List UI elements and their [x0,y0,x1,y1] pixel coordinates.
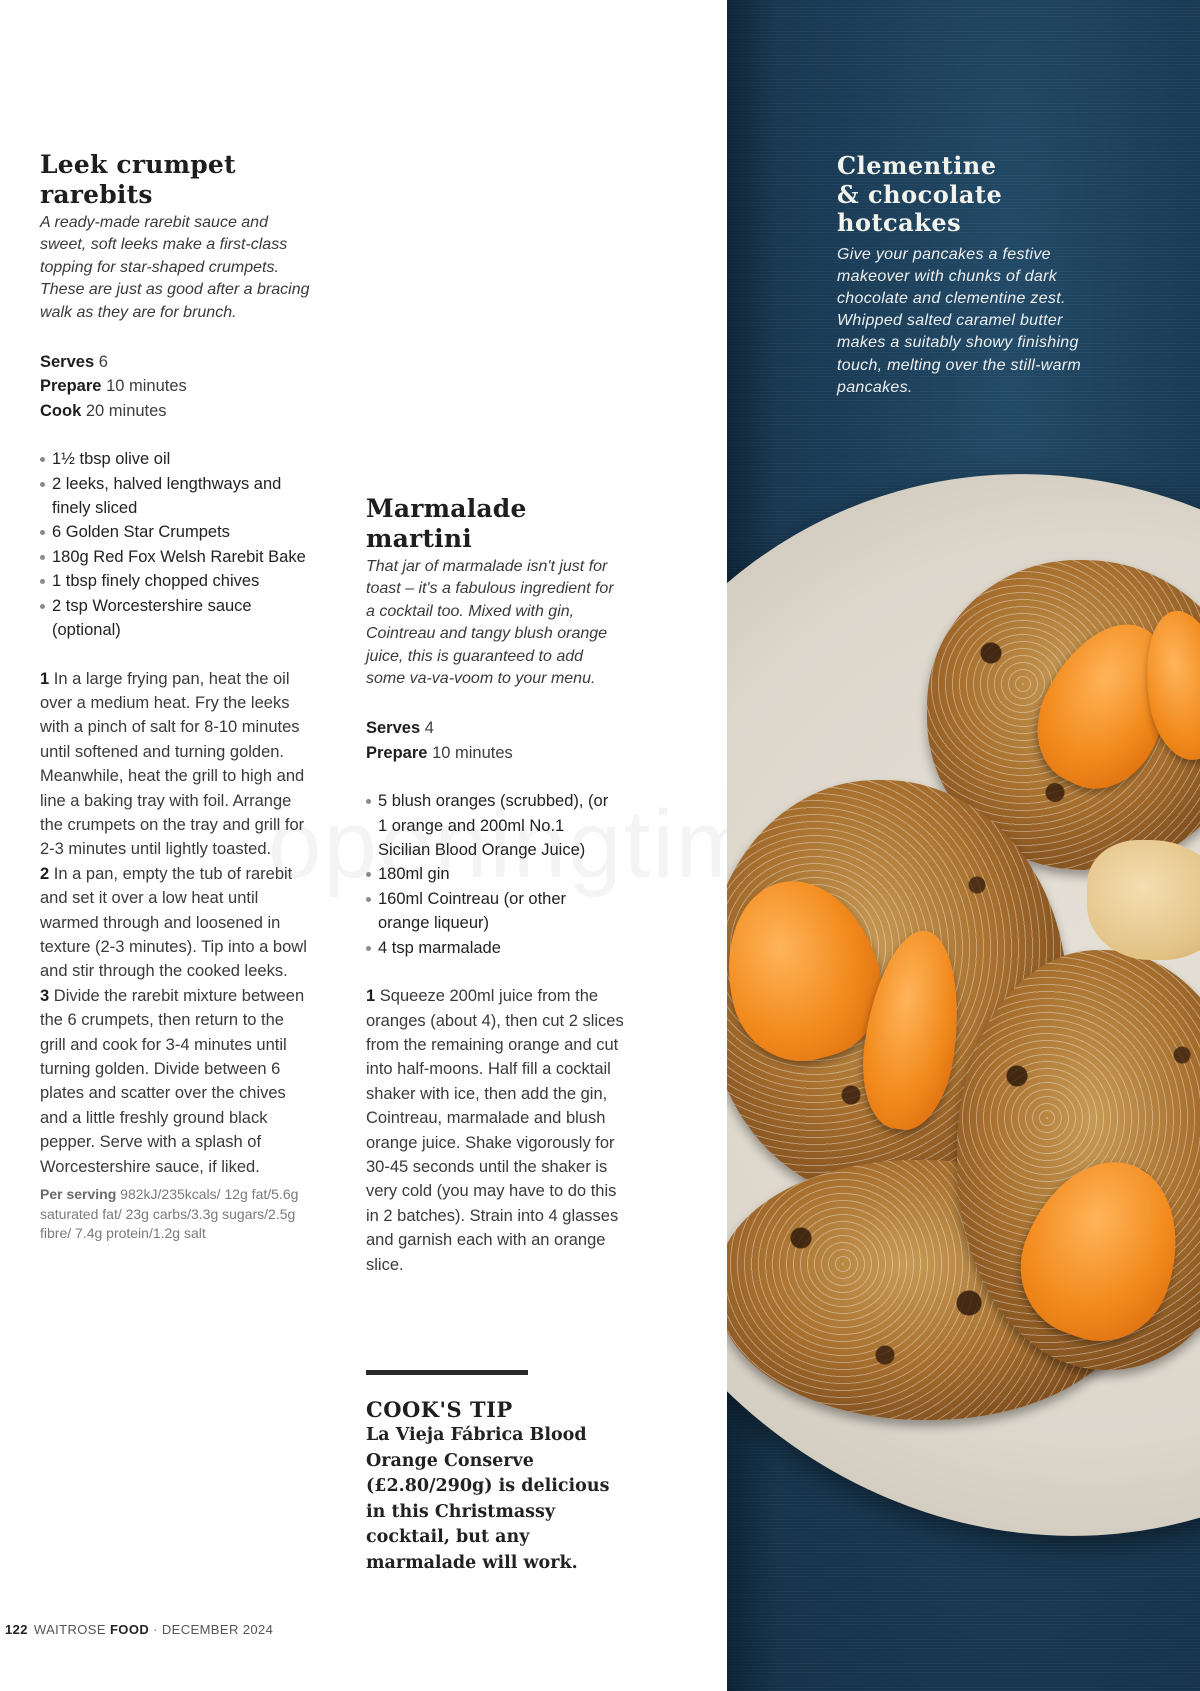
recipe-meta [40,350,310,423]
ingredient-item: 6 Golden Star Crumpets [40,520,310,544]
title-line: Marmalade [366,494,527,523]
ingredient-item: 1 tbsp finely chopped chives [40,569,310,593]
title-line: hotcakes [837,208,962,237]
page-footer [5,1622,273,1637]
meta-serves: Serves 4 [366,719,434,738]
method-steps [366,984,626,1277]
cooks-tip [366,1370,666,1576]
ingredients-list [366,789,616,960]
ingredient-item: 2 tsp Worcestershire sauce (optional) [40,594,310,643]
cooks-tip-body: La Vieja Fábrica Blood Orange Conserve (£2.80/290g) is delicious in this Christmassy cocktail, but any marmalade will work. [366,1425,610,1573]
meta-prepare: Prepare 10 minutes [40,377,187,396]
recipe-title [40,150,310,210]
title-line: & chocolate [837,179,1003,209]
ingredient-item: 2 leeks, halved lengthways and finely sliced [40,472,310,521]
divider-rule [366,1370,528,1375]
recipe-leek-crumpet-rarebits [40,150,310,1244]
recipe-intro: Give your pancakes a festive makeover with chunks of dark chocolate and clementine zest. Whipped salted caramel butter makes a suitably showy finishing touch, melting over the still-warm pancakes. [837,245,1082,396]
cooks-tip-heading: COOK'S TIP [366,1397,513,1422]
photo-caption [837,152,1097,399]
ingredient-item: 180g Red Fox Welsh Rarebit Bake [40,545,310,569]
method-step: 3 Divide the rarebit mixture between the 6 crumpets, then return to the grill and cook for 3-4 minutes until turning golden. Divide between 6 plates and scatter over the chives and a little freshly ground black pepper. Serve with a splash of Worcestershire sauce, if liked. [40,986,305,1176]
meta-cook: Cook 20 minutes [40,401,167,420]
issue-date: DECEMBER 2024 [161,1622,274,1637]
nutrition-info: Per serving 982kJ/235kcals/ 12g fat/5.6g saturated fat/ 23g carbs/3.3g sugars/2.5g fibre/ 7.4g protein/1.2g salt [40,1186,299,1242]
ingredients-list [40,447,310,642]
ingredient-item: 160ml Cointreau (or other orange liqueur) [366,887,616,936]
method-step: 1 Squeeze 200ml juice from the oranges (about 4), then cut 2 slices from the remaining orange and cut into half-moons. Half fill a cocktail shaker with ice, then add the gin, Cointreau, marmalade and blush orange juice. Shake vigorously for 30-45 seconds until the shaker is very cold (you may have to do this in 2 batches). Strain into 4 glasses and garnish each with an orange slice. [366,987,624,1274]
title-line: rarebits [40,180,153,209]
recipe-title [366,494,666,554]
recipe-marmalade-martini [366,494,666,1277]
recipe-meta [366,716,666,765]
meta-prepare: Prepare 10 minutes [366,743,513,762]
page-number: 122 [5,1622,28,1637]
meta-serves: Serves 6 [40,353,108,372]
ingredient-item: 5 blush oranges (scrubbed), (or 1 orange and 200ml No.1 Sicilian Blood Orange Juice) [366,789,616,862]
footer-separator: · [153,1622,158,1637]
method-step: 1 In a large frying pan, heat the oil over a medium heat. Fry the leeks with a pinch of salt for 8-10 minutes until softened and turning golden. Meanwhile, heat the grill to high and line a baking tray with foil. Arrange the crumpets on the tray and grill for 2-3 minutes until lightly toasted. [40,669,305,859]
title-line: Leek crumpet [40,150,236,179]
title-line: martini [366,524,472,553]
butter-illustration [1087,840,1200,960]
recipe-intro: A ready-made rarebit sauce and sweet, soft leeks make a first-class topping for star-shaped crumpets. These are just as good after a bracing walk as they are for brunch. [40,214,310,321]
recipe-intro: That jar of marmalade isn't just for toast – it's a fabulous ingredient for a cocktail too. Mixed with gin, Cointreau and tangy blush orange juice, this is guaranteed to add some va-va-voom to your menu. [366,558,614,688]
method-steps [40,667,310,1180]
publication-name: WAITROSE [33,1622,106,1637]
method-step: 2 In a pan, empty the tub of rarebit and set it over a low heat until warmed through and loosened in texture (2-3 minutes). Tip into a bowl and stir through the cooked leeks. [40,864,307,981]
ingredient-item: 180ml gin [366,862,616,886]
ingredient-item: 1½ tbsp olive oil [40,447,310,471]
title-line: Clementine [837,151,997,180]
publication-name-bold: FOOD [109,1622,150,1637]
food-photo [727,0,1200,1691]
recipe-title [837,152,1097,238]
ingredient-item: 4 tsp marmalade [366,936,616,960]
